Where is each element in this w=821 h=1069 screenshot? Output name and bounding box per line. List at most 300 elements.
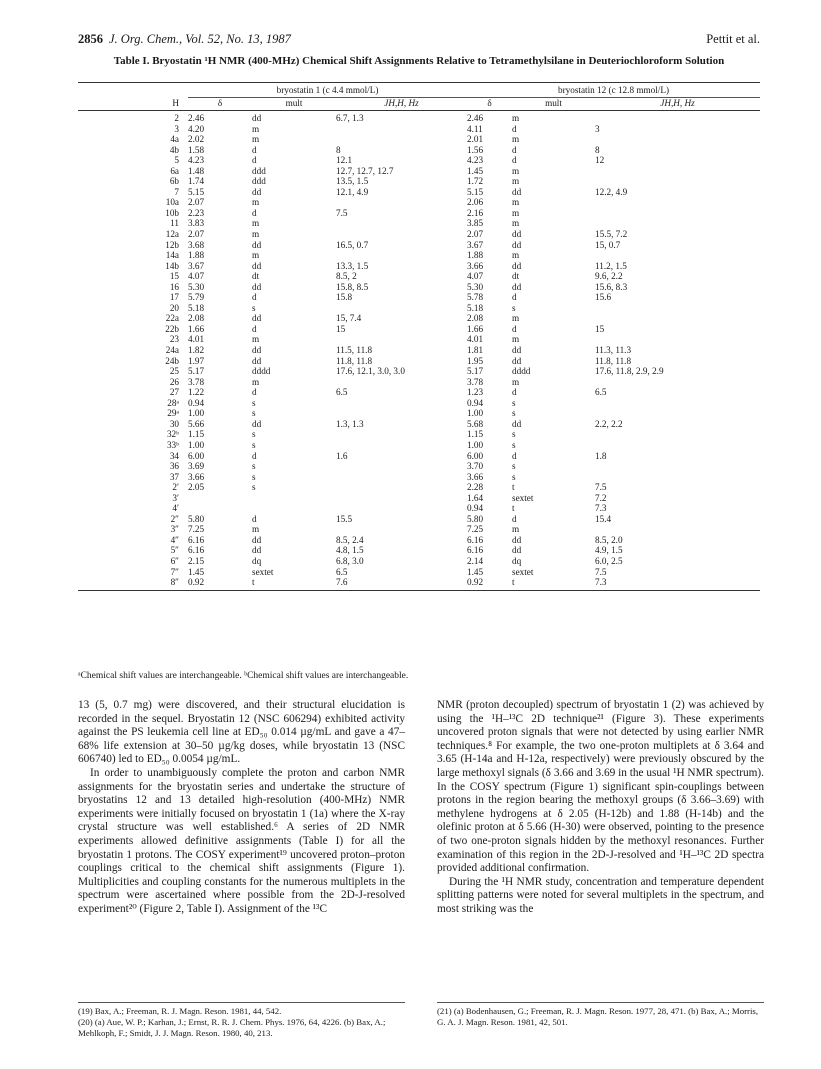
- cell-j-1: 4.8, 1.5: [336, 545, 364, 556]
- cell-h: 4″: [170, 534, 179, 545]
- cell-j-1: 7.6: [336, 577, 467, 590]
- cell-j-1: [336, 124, 467, 135]
- cell-j-1: [336, 524, 467, 535]
- cell-delta-12: 2.46: [467, 113, 484, 123]
- cell-delta-1: 4.20: [188, 123, 205, 134]
- cell-j-12: [595, 472, 760, 483]
- cell-mult-12: dq: [512, 555, 522, 566]
- cell-j-1: [336, 134, 467, 145]
- cell-h: 7: [174, 186, 179, 197]
- table-row: [78, 187, 760, 198]
- cell-h: 4′: [172, 503, 179, 514]
- cell-delta-12: 2.01: [467, 134, 484, 145]
- cell-j-1: 12.1, 4.9: [336, 186, 369, 197]
- cell-delta-1: 2.07: [188, 197, 205, 208]
- cell-delta-1: 1.97: [188, 355, 205, 366]
- cell-delta-12: 4.01: [467, 334, 484, 345]
- cell-j-12: 11.8, 11.8: [595, 355, 632, 366]
- cell-delta-12: 5.17: [467, 366, 484, 377]
- cell-j-1: [336, 461, 467, 472]
- cell-j-1: 12.1: [336, 155, 353, 166]
- cell-mult-12: dddd: [512, 366, 531, 377]
- table-row: [78, 271, 760, 282]
- cell-mult-12: dd: [512, 355, 522, 366]
- cell-mult-1: dd: [252, 418, 262, 429]
- cell-delta-1: 2.23: [188, 207, 205, 218]
- cell-h: 10b: [165, 207, 179, 218]
- cell-delta-12: 6.00: [467, 450, 484, 461]
- table-row: [78, 313, 760, 324]
- cell-mult-12: m: [512, 113, 520, 123]
- cell-mult-1: dd: [252, 545, 262, 556]
- table-row: [78, 356, 760, 367]
- cell-mult-12: m: [512, 376, 520, 387]
- cell-mult-12: s: [512, 397, 516, 408]
- cell-mult-1: s: [252, 408, 256, 419]
- cell-j-12: 3: [595, 123, 600, 134]
- cell-delta-1: 2.02: [188, 134, 205, 145]
- table-row: [78, 567, 760, 578]
- cell-mult-1: s: [252, 461, 256, 472]
- cell-delta-12: 1.88: [467, 250, 484, 261]
- cell-j-12: 15.4: [595, 513, 612, 524]
- cell-j-12: 15.6, 8.3: [595, 281, 628, 292]
- cell-delta-12: 0.92: [467, 577, 512, 590]
- table-row: [78, 377, 760, 388]
- cell-mult-12: dd: [512, 281, 522, 292]
- cell-delta-1: 6.16: [188, 534, 205, 545]
- cell-h: 6″: [170, 555, 179, 566]
- cell-j-12: 12.2, 4.9: [595, 186, 628, 197]
- cell-mult-12: d: [512, 513, 517, 524]
- cell-j-12: 6.5: [595, 387, 607, 398]
- group-header-bryostatin-12: bryostatin 12 (c 12.8 mmol/L): [467, 83, 760, 98]
- col-header-h: H: [78, 98, 188, 111]
- cell-h: 10a: [165, 197, 179, 208]
- cell-delta-1: 3.83: [188, 218, 205, 229]
- cell-j-12: [595, 524, 760, 535]
- authors: Pettit et al.: [706, 32, 760, 46]
- cell-mult-1: dddd: [252, 366, 271, 377]
- cell-j-12: 1.8: [595, 450, 607, 461]
- cell-j-1: [336, 493, 467, 504]
- cell-h: 32ᵇ: [166, 429, 179, 440]
- cell-delta-12: 1.23: [467, 387, 484, 398]
- table-row: [78, 545, 760, 556]
- table-row: [78, 451, 760, 462]
- cell-mult-12: dd: [512, 534, 522, 545]
- col-header-mult: mult: [252, 98, 336, 111]
- cell-j-1: 8.5, 2: [336, 271, 357, 282]
- cell-mult-1: d: [252, 323, 257, 334]
- cell-delta-12: 3.67: [467, 239, 484, 250]
- cell-mult-1: m: [252, 134, 260, 145]
- cell-h: 8″: [78, 577, 188, 590]
- cell-mult-12: d: [512, 144, 517, 155]
- cell-mult-12: d: [512, 323, 517, 334]
- cell-delta-12: 5.68: [467, 418, 484, 429]
- cell-j-1: 6.5: [336, 387, 348, 398]
- table-row: [78, 345, 760, 356]
- cell-j-12: 8.5, 2.0: [595, 534, 623, 545]
- cell-delta-12: 1.45: [467, 165, 484, 176]
- cell-j-1: [336, 229, 467, 240]
- cell-j-12: [595, 176, 760, 187]
- cell-delta-12: 3.85: [467, 218, 484, 229]
- cell-delta-12: 6.16: [467, 534, 484, 545]
- cell-h: 17: [169, 292, 179, 303]
- cell-delta-1: 6.16: [188, 545, 205, 556]
- cell-j-1: 16.5, 0.7: [336, 239, 369, 250]
- cell-delta-1: 2.46: [188, 113, 205, 123]
- cell-delta-12: 3.66: [467, 260, 484, 271]
- cell-delta-12: 6.16: [467, 545, 484, 556]
- cell-mult-12: dd: [512, 545, 522, 556]
- cell-j-1: 12.7, 12.7, 12.7: [336, 165, 394, 176]
- cell-h: 15: [169, 271, 179, 282]
- cell-delta-1: [188, 493, 252, 504]
- cell-h: 2′: [172, 482, 179, 493]
- cell-mult-1: s: [252, 302, 256, 313]
- cell-j-12: [595, 429, 760, 440]
- cell-j-1: 11.8, 11.8: [336, 355, 373, 366]
- cell-mult-1: d: [252, 207, 257, 218]
- cell-h: 24b: [165, 355, 179, 366]
- cell-h: 22b: [165, 323, 179, 334]
- cell-delta-12: 1.00: [467, 439, 484, 450]
- cell-mult-1: s: [252, 471, 256, 482]
- cell-j-1: 1.3, 1.3: [336, 418, 364, 429]
- cell-h: 3′: [172, 492, 179, 503]
- table-row: [78, 155, 760, 166]
- cell-mult-12: d: [512, 450, 517, 461]
- cell-mult-12: s: [512, 461, 516, 472]
- cell-h: 6a: [170, 165, 179, 176]
- cell-j-1: 8: [336, 144, 341, 155]
- cell-j-1: 11.5, 11.8: [336, 345, 373, 356]
- cell-delta-1: 5.18: [188, 302, 205, 313]
- cell-h: 34: [169, 450, 179, 461]
- table-row: [78, 535, 760, 546]
- cell-delta-12: 1.72: [467, 176, 484, 187]
- cell-mult-12: t: [512, 482, 515, 493]
- cell-j-1: 17.6, 12.1, 3.0, 3.0: [336, 366, 405, 377]
- cell-mult-12: dd: [512, 229, 522, 240]
- cell-delta-12: 2.07: [467, 229, 484, 240]
- cell-j-12: 17.6, 11.8, 2.9, 2.9: [595, 366, 664, 377]
- cell-delta-1: 0.92: [188, 577, 252, 590]
- table-row: [78, 334, 760, 345]
- cell-delta-1: 7.25: [188, 524, 205, 535]
- table-row: [78, 398, 760, 409]
- cell-j-12: 15: [595, 323, 605, 334]
- cell-j-12: 7.5: [595, 566, 607, 577]
- table-body: [78, 111, 760, 591]
- cell-delta-1: 1.00: [188, 408, 205, 419]
- cell-mult-1: s: [252, 482, 256, 493]
- cell-mult-12: t: [512, 503, 515, 514]
- cell-j-1: [336, 482, 467, 493]
- cell-h: 24a: [165, 345, 179, 356]
- cell-delta-1: 2.08: [188, 313, 205, 324]
- cell-j-12: [595, 208, 760, 219]
- cell-delta-12: 1.81: [467, 345, 484, 356]
- table-row: [78, 387, 760, 398]
- cell-delta-1: 5.17: [188, 366, 205, 377]
- cell-j-1: [336, 250, 467, 261]
- cell-mult-1: ddd: [252, 176, 266, 187]
- table-row: [78, 577, 760, 590]
- cell-mult-12: d: [512, 123, 517, 134]
- col-header-delta: δ: [467, 98, 512, 111]
- paragraph: In order to unambiguously complete the proton and carbon NMR assignments for the bryostatin series and undertake the structure of bryostatins 12 and 13 detailed high-resolution (400-MHz) NMR experiments were initially focused on bryostatin 1 (1a) where the X-ray crystal structure was well established.⁶ A series of 2D NMR experiments allowed definitive assignments (Table I) for all the bryostatin 1 protons. The COSY experiment¹⁹ uncovered proton–proton couplings critical to the chemical shift assignments (Figure 1). Multiplicities and coupling constants for the numerous multiplets in the spectrum were ascertained where possible from the 2D-J-resolved experiment²⁰ (Figure 2, Table I). Assignment of the ¹³C: [78, 766, 405, 915]
- cell-h: 37: [169, 471, 179, 482]
- cell-mult-12: m: [512, 334, 520, 345]
- cell-mult-12: s: [512, 439, 516, 450]
- cell-h: 14a: [165, 250, 179, 261]
- cell-mult-1: m: [252, 250, 260, 261]
- cell-delta-1: [188, 503, 252, 514]
- table-row: [78, 282, 760, 293]
- cell-mult-12: dd: [512, 260, 522, 271]
- cell-j-12: [595, 134, 760, 145]
- table-row: [78, 408, 760, 419]
- cell-mult-1: m: [252, 229, 260, 240]
- cell-mult-1: m: [252, 334, 260, 345]
- table-row: [78, 197, 760, 208]
- cell-mult-1: dd: [252, 534, 262, 545]
- cell-mult-12: d: [512, 387, 517, 398]
- table-row: [78, 261, 760, 272]
- cell-j-1: 15.8: [336, 292, 353, 303]
- cell-delta-12: 3.78: [467, 376, 484, 387]
- cell-mult-1: m: [252, 123, 260, 134]
- cell-j-12: [595, 197, 760, 208]
- cell-j-1: [336, 472, 467, 483]
- cell-mult-1: d: [252, 450, 257, 461]
- cell-j-1: 15.8, 8.5: [336, 281, 369, 292]
- table-row: [78, 482, 760, 493]
- col-header-delta: δ: [188, 98, 252, 111]
- cell-delta-12: 1.00: [467, 408, 484, 419]
- cell-mult-1: m: [252, 524, 260, 535]
- cell-j-1: 8.5, 2.4: [336, 534, 364, 545]
- cell-mult-12: s: [512, 429, 516, 440]
- cell-mult-12: sextet: [512, 566, 534, 577]
- cell-j-1: 15: [336, 323, 346, 334]
- reference: (19) Bax, A.; Freeman, R. J. Magn. Reson. 1981, 44, 542.: [78, 1006, 282, 1016]
- cell-h: 5: [174, 155, 179, 166]
- cell-h: 6b: [169, 176, 179, 187]
- cell-j-12: 11.2, 1.5: [595, 260, 627, 271]
- cell-j-1: 6.8, 3.0: [336, 555, 364, 566]
- cell-j-1: [336, 377, 467, 388]
- cell-h: 4a: [170, 134, 179, 145]
- table-row: [78, 514, 760, 525]
- cell-mult-1: dd: [252, 113, 262, 123]
- cell-j-1: 15.5: [336, 513, 353, 524]
- cell-j-12: [595, 250, 760, 261]
- table-row: [78, 472, 760, 483]
- cell-j-1: 13.3, 1.5: [336, 260, 369, 271]
- cell-mult-12: d: [512, 155, 517, 166]
- cell-delta-12: 0.94: [467, 503, 484, 514]
- table-row: [78, 461, 760, 472]
- cell-mult-1: s: [252, 429, 256, 440]
- table-row: [78, 250, 760, 261]
- cell-delta-12: 4.23: [467, 155, 484, 166]
- cell-delta-12: 4.11: [467, 123, 483, 134]
- cell-mult-1: [252, 503, 336, 514]
- cell-mult-1: s: [252, 439, 256, 450]
- cell-delta-12: 3.70: [467, 461, 484, 472]
- table-row: [78, 324, 760, 335]
- cell-delta-1: 1.82: [188, 345, 205, 356]
- cell-mult-12: dd: [512, 186, 522, 197]
- table-row: [78, 111, 760, 124]
- cell-j-1: [336, 197, 467, 208]
- cell-h: 28ᵃ: [167, 397, 179, 408]
- cell-mult-1: d: [252, 144, 257, 155]
- table-row: [78, 124, 760, 135]
- cell-mult-12: m: [512, 176, 520, 187]
- cell-delta-1: 5.66: [188, 418, 205, 429]
- cell-delta-12: 7.25: [467, 524, 484, 535]
- cell-j-1: 6.5: [336, 566, 348, 577]
- cell-delta-12: 2.16: [467, 207, 484, 218]
- cell-h: 30: [169, 418, 179, 429]
- cell-mult-1: sextet: [252, 566, 274, 577]
- cell-j-1: [336, 218, 467, 229]
- cell-delta-12: 1.64: [467, 492, 484, 503]
- cell-h: 2: [174, 113, 179, 123]
- table-row: [78, 240, 760, 251]
- journal-citation: J. Org. Chem., Vol. 52, No. 13, 1987: [109, 32, 291, 46]
- cell-j-1: [336, 303, 467, 314]
- cell-j-12: 15.6: [595, 292, 612, 303]
- cell-mult-12: m: [512, 524, 520, 535]
- cell-h: 14b: [165, 260, 179, 271]
- cell-delta-12: 1.56: [467, 144, 484, 155]
- cell-mult-12: dt: [512, 271, 520, 282]
- cell-delta-1: 5.79: [188, 292, 205, 303]
- cell-delta-1: 3.78: [188, 376, 205, 387]
- cell-h: 29ᵃ: [167, 408, 179, 419]
- table-row: [78, 218, 760, 229]
- table-row: [78, 303, 760, 314]
- running-head: [78, 32, 760, 50]
- table-row: [78, 145, 760, 156]
- cell-mult-1: d: [252, 513, 257, 524]
- cell-j-1: 6.7, 1.3: [336, 113, 364, 123]
- cell-h: 27: [169, 387, 179, 398]
- cell-delta-12: 5.80: [467, 513, 484, 524]
- cell-delta-1: 3.69: [188, 461, 205, 472]
- cell-j-1: [336, 408, 467, 419]
- paragraph: During the ¹H NMR study, concentration and temperature dependent splitting patterns were noted for several multiplets in the spectrum, and most striking was the: [437, 875, 764, 915]
- cell-j-12: 15.5, 7.2: [595, 229, 628, 240]
- cell-delta-1: 4.01: [188, 334, 205, 345]
- cell-j-1: 7.5: [336, 207, 348, 218]
- cell-h: 16: [169, 281, 179, 292]
- cell-delta-1: 0.94: [188, 397, 205, 408]
- cell-mult-1: d: [252, 387, 257, 398]
- cell-mult-12: d: [512, 292, 517, 303]
- table-row: [78, 493, 760, 504]
- table-row: [78, 503, 760, 514]
- cell-h: 22a: [165, 313, 179, 324]
- cell-mult-1: ddd: [252, 165, 266, 176]
- cell-mult-12: dd: [512, 418, 522, 429]
- cell-h: 20: [169, 302, 179, 313]
- cell-delta-1: 4.23: [188, 155, 205, 166]
- cell-delta-12: 1.95: [467, 355, 484, 366]
- cell-mult-1: dd: [252, 355, 262, 366]
- cell-j-12: [595, 303, 760, 314]
- cell-h: 5″: [170, 545, 179, 556]
- cell-j-1: [336, 440, 467, 451]
- cell-mult-12: m: [512, 250, 520, 261]
- reference: (21) (a) Bodenhausen, G.; Freeman, R. J. Magn. Reson. 1977, 28, 471. (b) Bax, A.; Morris, G. A. J. Magn. Reson. 1981, 42, 501.: [437, 1006, 759, 1027]
- cell-delta-1: 3.67: [188, 260, 205, 271]
- cell-j-12: 7.3: [595, 577, 760, 590]
- cell-j-12: [595, 398, 760, 409]
- cell-delta-12: 2.06: [467, 197, 484, 208]
- paragraph: 13 (5, 0.7 mg) were discovered, and their structural elucidation is recorded in the sequel. Bryostatin 12 (NSC 606294) exhibited activity against the PS leukemia cell line at ED₅₀ 0.014 µg/mL and gave a 47–68% life extension at 30–50 µg/kg doses, while bryostatin 13 (NSC 606740) led to ED₅₀ 0.0054 µg/mL.: [78, 699, 405, 766]
- cell-delta-1: 1.48: [188, 165, 205, 176]
- cell-mult-1: dd: [252, 281, 262, 292]
- cell-delta-1: 6.00: [188, 450, 205, 461]
- cell-j-1: 13.5, 1.5: [336, 176, 369, 187]
- cell-mult-1: dt: [252, 271, 260, 282]
- cell-h: 12b: [165, 239, 179, 250]
- cell-mult-1: dd: [252, 345, 262, 356]
- table-row: [78, 176, 760, 187]
- cell-j-12: 7.5: [595, 482, 607, 493]
- reference: (20) (a) Aue, W. P.; Karhan, J.; Ernst, R. R. J. Chem. Phys. 1976, 64, 4226. (b) Bax, A.; Mehlkoph, F.; Smidt, J. J. Magn. Reson. 1980, 40, 213.: [78, 1017, 386, 1038]
- col-header-j: JH,H, Hz: [336, 98, 467, 111]
- cell-delta-1: 1.58: [188, 144, 205, 155]
- cell-mult-1: m: [252, 218, 260, 229]
- cell-delta-1: 1.66: [188, 323, 205, 334]
- cell-mult-1: dd: [252, 186, 262, 197]
- cell-h: 3: [174, 123, 179, 134]
- cell-j-1: [336, 429, 467, 440]
- cell-j-1: 15, 7.4: [336, 313, 362, 324]
- cell-mult-1: dd: [252, 313, 262, 324]
- cell-delta-1: 1.00: [188, 439, 205, 450]
- table-row: [78, 366, 760, 377]
- cell-mult-1: [252, 493, 336, 504]
- cell-delta-12: 4.07: [467, 271, 484, 282]
- cell-mult-1: t: [252, 577, 336, 590]
- cell-j-12: 2.2, 2.2: [595, 418, 623, 429]
- cell-j-12: 4.9, 1.5: [595, 545, 623, 556]
- cell-delta-1: 5.80: [188, 513, 205, 524]
- cell-mult-12: m: [512, 207, 520, 218]
- cell-h: 2″: [170, 513, 179, 524]
- cell-mult-12: s: [512, 408, 516, 419]
- table-row: [78, 419, 760, 430]
- cell-delta-12: 5.30: [467, 281, 484, 292]
- cell-mult-1: m: [252, 376, 260, 387]
- col-header-j: JH,H, Hz: [595, 98, 760, 111]
- cell-delta-12: 2.28: [467, 482, 484, 493]
- cell-mult-1: d: [252, 292, 257, 303]
- cell-j-12: 9.6, 2.2: [595, 271, 623, 282]
- cell-h: 11: [170, 218, 179, 229]
- cell-delta-12: 2.08: [467, 313, 484, 324]
